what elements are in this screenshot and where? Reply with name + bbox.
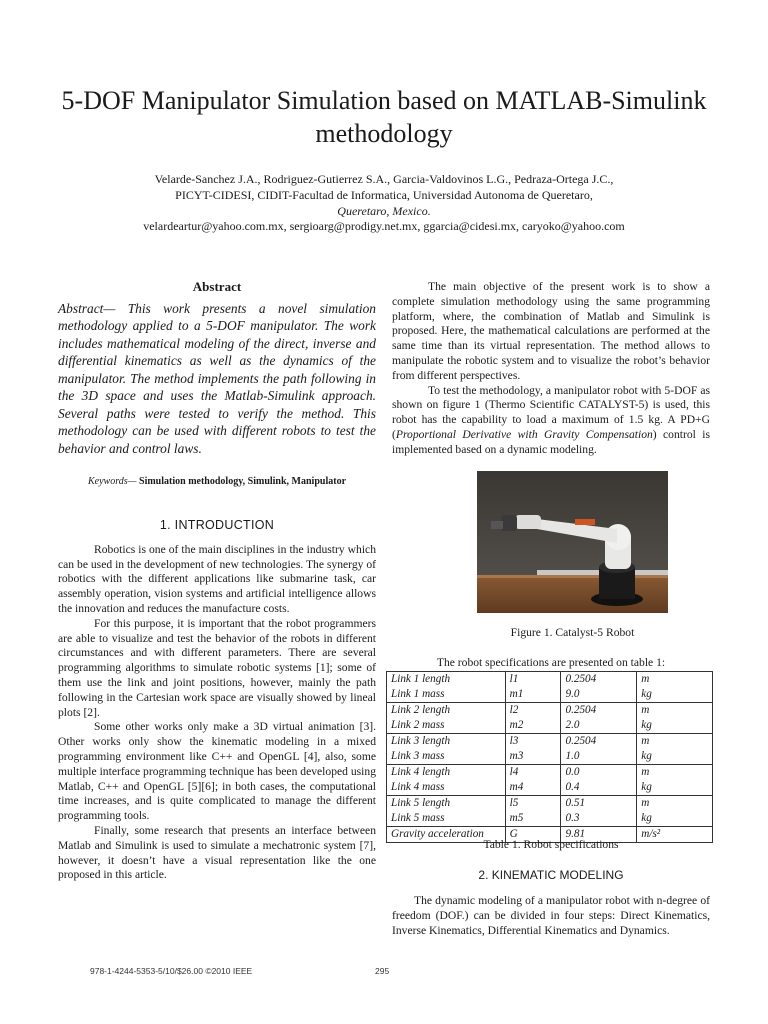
table-cell: kg	[637, 780, 713, 796]
table-cell: Gravity acceleration	[387, 827, 506, 843]
table-cell: m	[637, 765, 713, 781]
table-cell: m1	[505, 687, 561, 703]
table-row	[387, 780, 713, 796]
table-cell: 0.0	[561, 765, 637, 781]
table-row	[387, 718, 713, 734]
table-cell: m	[637, 672, 713, 688]
author-emails: velardeartur@yahoo.com.mx, sergioarg@prodigy.net.mx, ggarcia@cidesi.mx, caryoko@yahoo.com	[143, 219, 625, 234]
table-cell: 0.2504	[561, 734, 637, 750]
table-cell: Link 3 mass	[387, 749, 506, 765]
intro-paragraph-3: Some other works only make a 3D virtual animation [3]. Other works only show the kinematic modeling in a mixed programming environment like C++ and OpenGL [4], also, some multiple interface programming technique has been developed using Matlab, C++ and OpenGL [5][6]; in both cases, the computational time increases, and is quite complicated to manage the different programming tools.	[58, 720, 376, 823]
table-cell: m	[637, 796, 713, 812]
abstract-text: Abstract— This work presents a novel simulation methodology applied to a 5-DOF manipulator. The work includes mathematical modeling of the direct, inverse and differential kinematics as well as the dynamics of the manipulator. The method implements the path following in the 3D space and uses the Matlab-Simulink approach. Several paths were tested to verify the method. This methodology can be used with different robots to test the behavior and control laws.	[58, 300, 376, 456]
table-cell: m	[637, 703, 713, 719]
table-cell: 0.2504	[561, 703, 637, 719]
table-cell: m2	[505, 718, 561, 734]
table-caption: Table 1. Robot specifications	[483, 838, 619, 851]
methodology-text-italic: Proportional Derivative with Gravity Compensation	[395, 427, 653, 441]
table-row	[387, 811, 713, 827]
intro-paragraph-4: Finally, some research that presents an interface between Matlab and Simulink is used to simulate a mechatronic system [7], however, it doesn’t have a visual representation like the one proposed in this article.	[58, 824, 376, 882]
table-row	[387, 796, 713, 812]
left-column	[58, 280, 376, 883]
keywords-label: Keywords—	[87, 476, 137, 488]
keywords-line	[58, 475, 376, 490]
table-cell: 1.0	[561, 749, 637, 765]
table-cell: 0.3	[561, 811, 637, 827]
author-affiliation: PICYT-CIDESI, CIDIT-Facultad de Informatica, Universidad Autonoma de Queretaro,	[175, 187, 593, 202]
table-cell: m4	[505, 780, 561, 796]
table-cell: kg	[637, 811, 713, 827]
methodology-paragraph	[392, 384, 710, 458]
table-row	[387, 672, 713, 688]
table-cell: Link 1 mass	[387, 687, 506, 703]
table-cell: Link 4 mass	[387, 780, 506, 796]
objective-paragraph: The main objective of the present work is to show a complete simulation methodology using the same programming platform, where, the combination of Matlab and Simulink is proposed. Here, the mathematical calculations are performed at the same time than its virtual representation. The method allows to manipulate the robotic system and to visualize the robot’s behavior from different perspectives.	[392, 280, 710, 382]
table-cell: 9.0	[561, 687, 637, 703]
author-names: Velarde-Sanchez J.A., Rodriguez-Gutierrez S.A., Garcia-Valdovinos L.G., Pedraza-Ortega J.C.,	[154, 172, 614, 186]
table-cell: Link 2 mass	[387, 718, 506, 734]
robot-spec-table	[386, 671, 713, 843]
table-cell: 0.4	[561, 780, 637, 796]
table-cell: G	[505, 827, 561, 843]
table-row	[387, 749, 713, 765]
table-cell: Link 3 length	[387, 734, 506, 750]
table-cell: 9.81	[561, 827, 637, 843]
intro-paragraph-1: Robotics is one of the main disciplines in the industry which can be used in the development of new technologies. The synergy of robotics with the different applications like submarine task, car assembly operation, vision systems and artificial intelligence allows the innovation and reduces the manufacture costs.	[58, 542, 376, 616]
table-cell: kg	[637, 687, 713, 703]
table-row	[387, 765, 713, 781]
figure-caption: Figure 1. Catalyst-5 Robot	[510, 626, 635, 639]
section-heading-introduction: 1. INTRODUCTION	[159, 518, 275, 533]
table-cell: l5	[505, 796, 561, 812]
table-cell: l2	[505, 703, 561, 719]
section-heading-kinematic: 2. KINEMATIC MODELING	[478, 868, 624, 882]
table-cell: m/s²	[637, 827, 713, 843]
table-cell: Link 1 length	[387, 672, 506, 688]
table-intro: The robot specifications are presented on table 1:	[436, 656, 666, 669]
intro-paragraph-2: For this purpose, it is important that the robot programmers are able to visualize and test the behavior of the robots in different circumstances and with different parameters. There are several programming algorithms to simulate robotic systems [1]; some of them use the link and joint positions, however, mainly the path following in the Cartesian work space are visually showed by lineal plots [2].	[58, 616, 376, 719]
methodology-text-a: To test the methodology, a manipulator robot with 5-DOF as shown on figure 1 (Thermo Scientific CATALYST-5) is used, this robot has the capability to load a maximum of 1.5 kg. A PD+G (	[392, 383, 710, 441]
keywords-text: Simulation methodology, Simulink, Manipulator	[136, 476, 347, 488]
table-cell: 0.2504	[561, 672, 637, 688]
right-column	[392, 280, 710, 458]
table-row	[387, 703, 713, 719]
table-cell: Link 2 length	[387, 703, 506, 719]
table-cell: kg	[637, 718, 713, 734]
table-cell: Link 5 mass	[387, 811, 506, 827]
table-cell: l1	[505, 672, 561, 688]
page-number: 295	[375, 966, 390, 976]
table-cell: m5	[505, 811, 561, 827]
table-row	[387, 734, 713, 750]
table-cell: l3	[505, 734, 561, 750]
table-cell: m3	[505, 749, 561, 765]
paper-title: 5-DOF Manipulator Simulation based on MATLAB-Simulink methodology	[61, 86, 707, 148]
robot-photo	[477, 471, 668, 613]
table-cell: 2.0	[561, 718, 637, 734]
author-block	[60, 172, 708, 235]
kinematic-paragraph: The dynamic modeling of a manipulator robot with n-degree of freedom (DOF.) can be divided in four steps: Direct Kinematics, Inverse Kinematics, Differential Kinematics and Dynamics.	[392, 894, 710, 937]
table-row	[387, 687, 713, 703]
table-cell: Link 5 length	[387, 796, 506, 812]
footer-copyright: 978-1-4244-5353-5/10/$26.00 ©2010 IEEE	[90, 966, 253, 976]
methodology-text-b: ) control is implemented based on a dynamic modeling.	[392, 427, 710, 456]
table-cell: l4	[505, 765, 561, 781]
table-cell: Link 4 length	[387, 765, 506, 781]
abstract-heading: Abstract	[192, 279, 242, 294]
author-location: Queretaro, Mexico.	[337, 203, 431, 218]
table-cell: m	[637, 734, 713, 750]
table-cell: 0.51	[561, 796, 637, 812]
table-cell: kg	[637, 749, 713, 765]
